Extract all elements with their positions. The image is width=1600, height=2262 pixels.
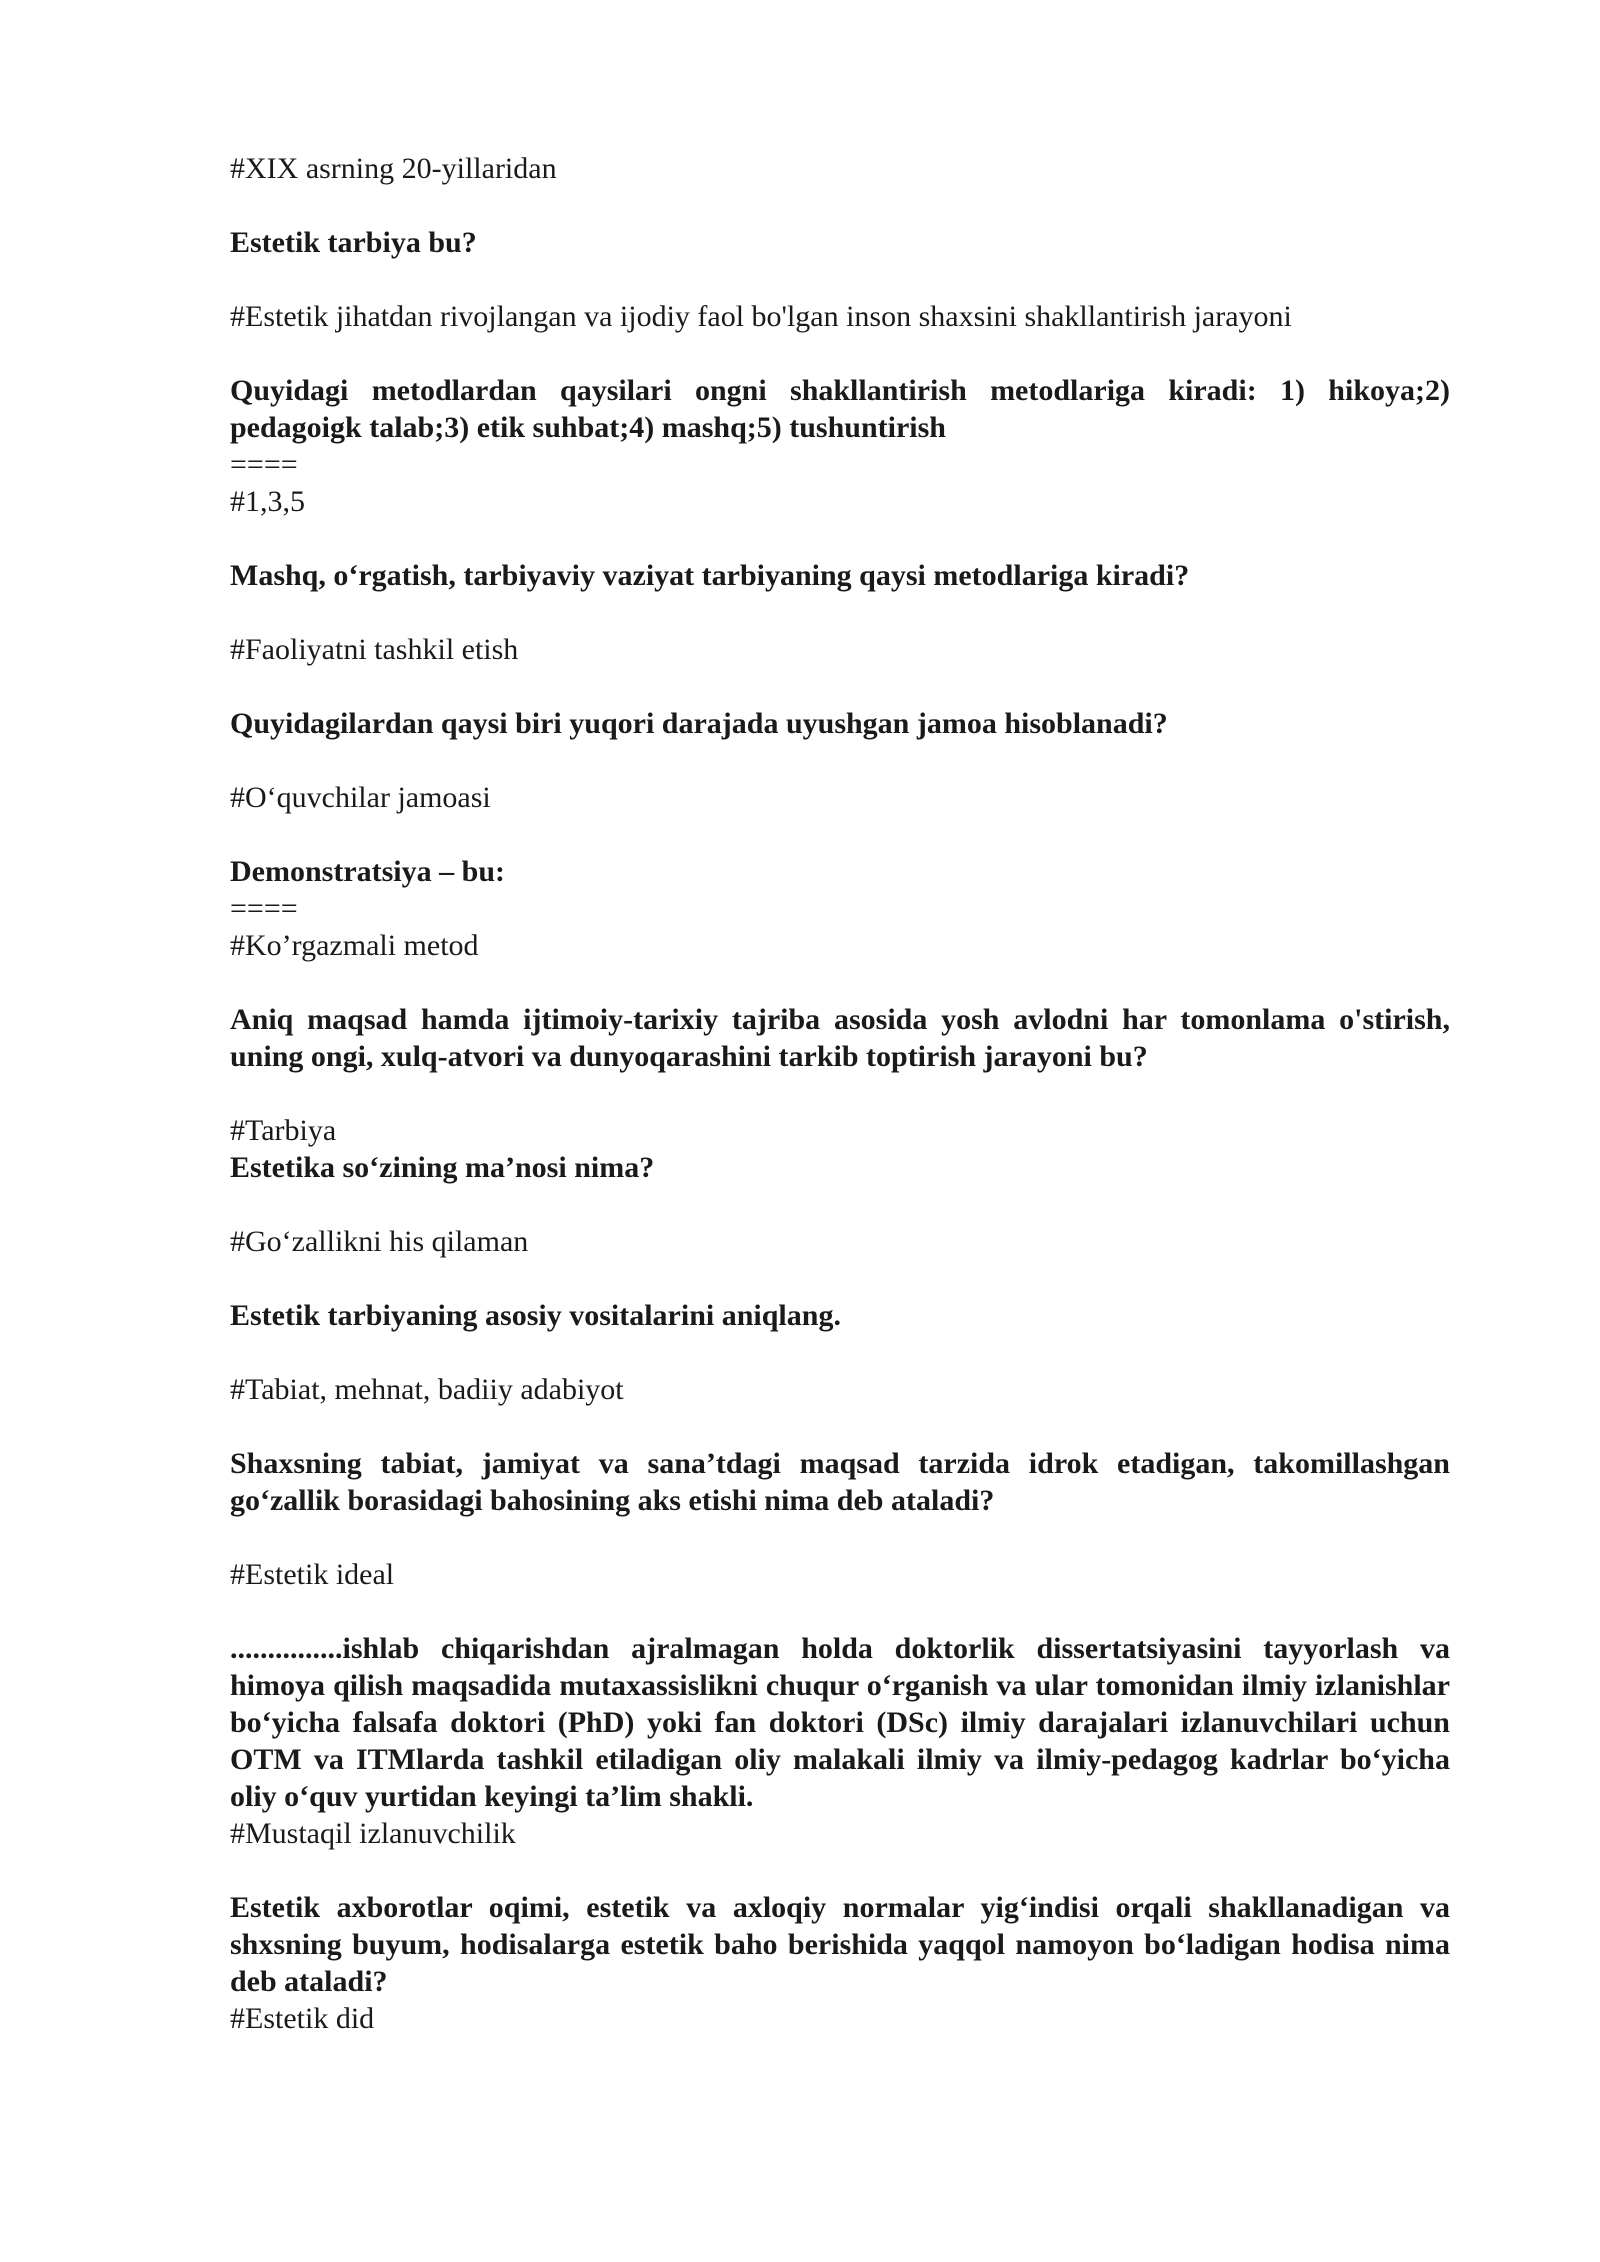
question-text: Estetik tarbiyaning asosiy vositalarini aniqlang. [230,1299,841,1332]
separator-line: ==== [230,448,298,481]
answer-text: #1,3,5 [230,485,305,518]
answer-text: #Mustaqil izlanuvchilik [230,1817,516,1850]
answer-text: #O‘quvchilar jamoasi [230,781,491,814]
answer-text: #Ko’rgazmali metod [230,929,479,962]
answer-text: #XIX asrning 20-yillaridan [230,152,557,185]
answer-text: #Estetik did [230,2002,375,2035]
question-text: Mashq, o‘rgatish, tarbiyaviy vaziyat tarbiyaning qaysi metodlariga kiradi? [230,559,1190,592]
question-text: Quyidagilardan qaysi biri yuqori darajada uyushgan jamoa hisoblanadi? [230,707,1168,740]
answer-text: #Tarbiya [230,1114,337,1147]
answer-text: #Faoliyatni tashkil etish [230,633,519,666]
question-text: Aniq maqsad hamda ijtimoiy-tarixiy tajriba asosida yosh avlodni har tomonlama o'stirish, uning ongi, xulq-atvori va dunyoqarashini tarkib toptirish jarayoni bu? [230,1003,1450,1073]
question-text: Estetik axborotlar oqimi, estetik va axloqiy normalar yig‘indisi orqali shakllanadigan va shxsning buyum, hodisalarga estetik baho berishida yaqqol namoyon bo‘ladigan hodisa nima deb ataladi? [230,1891,1450,1998]
document-body [230,150,1450,2037]
answer-text: #Estetik jihatdan rivojlangan va ijodiy faol bo'lgan inson shaxsini shakllantirish jarayoni [230,300,1292,333]
answer-text: #Go‘zallikni his qilaman [230,1225,529,1258]
question-text: Estetika so‘zining ma’nosi nima? [230,1151,655,1184]
question-text: Estetik tarbiya bu? [230,226,477,259]
answer-text: #Tabiat, mehnat, badiiy adabiyot [230,1373,624,1406]
answer-text: #Estetik ideal [230,1558,395,1591]
question-text: ...............ishlab chiqarishdan ajralmagan holda doktorlik dissertatsiyasini tayyorlash va himoya qilish maqsadida mutaxassislikni chuqur o‘rganish va ular tomonidan ilmiy izlanishlar bo‘yicha falsafa doktori (PhD) yoki fan doktori (DSc) ilmiy darajalari izlanuvchilari uchun OTM va ITMlarda tashkil etiladigan oliy malakali ilmiy va ilmiy-pedagog kadrlar bo‘yicha oliy o‘quv yurtidan keyingi ta’lim shakli. [230,1632,1450,1813]
question-text: Shaxsning tabiat, jamiyat va sana’tdagi maqsad tarzida idrok etadigan, takomillashgan go‘zallik borasidagi bahosining aks etishi nima deb ataladi? [230,1447,1450,1517]
question-text: Demonstratsiya – bu: [230,855,505,888]
separator-line: ==== [230,892,298,925]
question-text: Quyidagi metodlardan qaysilari ongni shakllantirish metodlariga kiradi: 1) hikoya;2) pedagoigk talab;3) etik suhbat;4) mashq;5) tushuntirish [230,374,1450,444]
